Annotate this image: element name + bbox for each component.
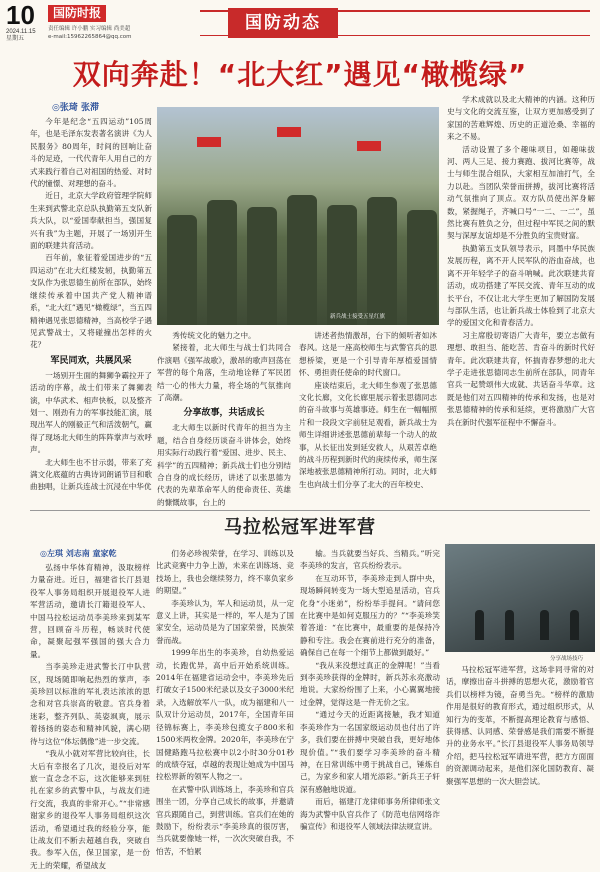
article2-column-4 — [446, 664, 594, 832]
paragraph: 座谈结束后，北大师生参观了张思德文化长廊，文化长廊里展示着张思德同志的奋斗故事与英雄事迹。师生在一幅幅照片和一段段文字前驻足观看，新兵战士为师生详细讲述张思德前辈每一个动人的故事，从长征出发到延安救人，从艰苦卓绝的战斗历程到新时代的庚续传承，师生深深地被张思德精神所打动。同时，北大师生也向战士们分享了北大的百年校史、 — [299, 380, 437, 489]
article2-photo-caption: 分享战场技巧 — [550, 656, 584, 662]
article1-column-4 — [447, 94, 595, 506]
page-number: 10 — [6, 0, 35, 30]
paragraph: 北大师生以新时代青年的担当为主题，结合自身经历谈奋斗讲体会，始终用实际行动践行着“爱国、进步、民主、科学”的五四精神；新兵战士们也分别结合自身的成长经历，讲述了以张思德为代表的先辈革命军人的使命责任、英雄的慷慨故事，台上的 — [157, 423, 291, 507]
paragraph: 而后，福建汀龙律师事务所律师张文海为武警中队官兵作了《防范电信网络诈骗宣传》和退役军人领域法律法规宣讲。 — [300, 797, 440, 831]
runner-figure — [505, 610, 514, 640]
paragraph: 弘扬中华体育精神，汲取榜样力量奋进。近日，福建省长汀县退役军人事务局组织开展退役军人进军营活动，邀请长汀籍退役军人、中国马拉松运动员李美珍来到某军营，回顾奋斗历程，畅谈时代使命，凝聚起强军强国的强大合力量。 — [30, 563, 150, 659]
article1-subheading-2: 分享故事，共话成长 — [183, 408, 265, 419]
masthead — [0, 0, 600, 44]
editors-names: 责任编辑 许小鹏 实习编辑 尚美超 — [48, 26, 131, 32]
editors-info — [48, 25, 131, 41]
article1-column-3 — [299, 330, 437, 506]
article1-photo-caption: 新兵战士接受五星红旗 — [330, 314, 386, 320]
article1-subheading-1: 军民同欢，共展风采 — [50, 355, 132, 366]
paragraph: “我从小就对军营比较向往，长大后有幸报名了几次，退役后对军旅一直念念不忘，这次能够来到驻扎在家乡的武警中队，与战友们进行交流，我真的非常开心。”“非常感谢家乡的退役军人事务局组织这次活动，希望通过我的经验分享，能让战友们不断去超越自我，突破自我。参军入伍，保卫国家，是一份无上的荣耀，希望战友 — [30, 749, 150, 870]
paragraph: 讲述者热情激昂，台下的倾听者如沐春风。这是一座高校师生与武警官兵的思想桥梁，更是一个引导青年厚植爱国情怀、勇担责任使命的时代窗口。 — [299, 331, 437, 378]
article2-byline: ◎左琪 刘志南 童家乾 — [40, 549, 117, 558]
paragraph: 当李美珍走进武警长汀中队营区，现场随即响起热烈的掌声，李美珍回以标准的军礼表达浓浓的思念和对官兵崇高的敬意。官兵身着迷彩，整齐列队、英姿飒爽，展示着扬扬的姿态和精神风貌，满心期待与这位“体坛偶像”进一步交流。 — [30, 662, 150, 746]
article2-column-1 — [30, 562, 150, 870]
article1-byline: ◎张琦 张滞 — [52, 103, 99, 113]
paragraph: 紧接着，北大师生与战士们共同合作演唱《强军战歌》，激昂的歌声回荡在军营的每个角落，生动地诠释了军民团结一心的伟大力量，将全场的气氛推向了高潮。 — [157, 343, 291, 403]
runner-figure — [540, 610, 549, 640]
paragraph: “通过今天的近距离接触，我才知道李美珍作为一名国家级运动员也付出了许多，我们要在拼搏中突破自我，更好地体现价值。”“我们要学习李美珍的奋斗精神，在日常训练中勇于挑战自己，锤炼自己，为家乡和家人增光添彩。”新兵王子轩深有感触地说道。 — [300, 710, 440, 794]
paragraph: 北大师生也不甘示弱，带来了充满文化底蕴的古典诗词朗诵节目和歌曲独唱，让新兵连战士沉浸在中华优 — [30, 457, 152, 492]
paragraph: 习主席殷切寄语广大青年，要立志做有理想、敢担当、能吃苦、肯奋斗的新时代好青年。此次联建共育，怀揣青春梦想的北大学子走进张思德同志生前所在部队，同青年官兵一起赞颂伟大成就、共话奋斗华章。这既是他们对五四精神的传承和发扬，也是对张思德精神的传承和延续，更将激励广大官兵在新时代强军征程中不懈奋斗。 — [447, 330, 595, 427]
paragraph: “我从来没想过真正的金牌呢！”当看到李美珍获得的金牌时，新兵苏永亮激动地说。大家纷纷围了上来，小心翼翼地接过金牌，觉得这是一件无价之宝。 — [300, 660, 440, 707]
paragraph: 执勤第五支队领导表示，同墨中华民族发展历程，离不开人民军队的浴血奋战，也离不开年轻学子的奋斗呐喊。此次联建共育活动，成功搭建了军民交流、青年互动的成长平台，不仅让北大学生更加了解国防发展与部队生活，也让新兵战士体验到了北京大学的爱国文化和青春活力。 — [447, 243, 595, 328]
soldier-figure — [367, 197, 397, 325]
article2-photo — [445, 544, 595, 652]
paragraph: 活动设置了多个趣味项目，如趣味拔河、两人三足、接力赛跑、拔河比赛等，战士与师生混合组队，大家相互加油打气，全力以赴。当团队荣誉而拼搏，拔河比赛将活动气氛推向了顶点。双方队员使出浑身解数，紧握绳子，齐喊口号“一二、一二”，虽然比赛有胜负之分，但过程中军民之间的默契与深厚友谊却是不分胜负的宝贵财富。 — [447, 144, 595, 241]
soldier-figure — [207, 200, 237, 325]
editors-email: e-mail:15962265864@qq.com — [48, 34, 132, 40]
soldier-figure — [287, 195, 317, 325]
paragraph: 在互动环节，李美珍走到人群中央，现场瞬间转变为一场大型追星活动，官兵化身“小迷弟”，纷纷举手提问。“请问您在比赛中是如何克服压力的？”“李美珍笑着答道：“在比赛中，最重要的是保持冷静和专注。我会在赛前进行充分的准备，确保自己在每一个细节上都做到最好。” — [300, 573, 440, 658]
paragraph: 百年前，象征着爱国进步的“五四运动”在北大红楼发轫，执勤第五支队作为张思德生前所在部队，始终继续传承着中国共产党人精神谱系，“北大红”遇见“橄榄绿”，当五四精神遇见张思德精神，当高校学子遇见武警战士，又将碰撞出怎样的火花？ — [30, 253, 152, 350]
article1-column-2 — [157, 330, 291, 506]
paragraph: 今年是纪念“五四运动”105周年，也是毛泽东发表著名演讲《为人民服务》80周年，时间的回响让奋斗的足迹，一代代青年人用自己的方式来践行着自己对祖国的热爱、对时代的憧憬、对理想的奋斗。 — [30, 117, 152, 189]
paragraph: 输。当兵就要当好兵、当精兵。”听完李美珍的发言，官兵纷纷表示。 — [300, 549, 440, 571]
soldier-figure — [407, 210, 437, 325]
article1-headline: 双向奔赴！“北大红”遇见“橄榄绿” — [72, 58, 528, 91]
runner-figure — [570, 610, 579, 640]
soldier-figure — [247, 207, 277, 325]
newspaper-logo: 国防时报 — [48, 5, 106, 22]
soldier-figure — [167, 215, 197, 325]
runner-figure — [475, 610, 484, 640]
paragraph: 们务必珍视荣誉，在学习、训练以及比武竞赛中力争上游，未来在训练场、竞技场上，我也会继续努力，终不辜负家乡的期望。” — [156, 549, 294, 596]
article2-column-3 — [300, 548, 440, 832]
flag-icon — [197, 137, 221, 147]
date-line — [6, 29, 36, 43]
flag-icon — [277, 127, 301, 137]
paragraph: 一场别开生面的舞狮争霸拉开了活动的序幕，战士们带来了舞狮表演，中华武术、相声快板，以及整齐划一、刚劲有力的军事技能汇演，展现出军人的刚毅正气和活泼朝气，赢得了现场北大师生的阵阵掌声与欢呼声。 — [30, 370, 152, 455]
issue-date: 2024.11.15 — [6, 29, 36, 35]
article-divider — [30, 510, 590, 511]
soldier-figure — [327, 205, 357, 325]
paragraph: 秀传统文化的魅力之中。 — [172, 331, 256, 340]
article2-headline: 马拉松冠军进军营 — [224, 517, 376, 538]
article1-photo — [157, 107, 439, 325]
paragraph: 马拉松冠军进军营，这场非同寻常的对话，摩擦出奋斗拼搏的思想火花，激励着官兵们以榜样为镜，奋勇当先。“榜样的激励作用是很好的教育形式，通过组织形式，从知行为的变革，不断提高理论教育与感悟、获得感、认同感、荣誉感是我们需要不断提升的业务水平。”长汀县退役军人事务局领导介绍，把马拉松冠军请进军营，把方方面面的资源调动起来，是他们深化国防教育、凝聚强军思想的一次大胆尝试。 — [446, 665, 594, 786]
paragraph: 1999年出生的李美珍，自幼热爱运动，长跑优异，高中后开始系统训练。2014年在福建省运动会中，李美珍先后打破女子1500米纪录以及女子3000米纪录，入选解放军八一队，成为福建和八一队双计分运动员，2017年，全国青年田径锦标赛上，李美珍包揽女子800米和1500米两枚金牌。2020年，李美珍在宁国健路跑马拉松赛中以2小时30分01秒的成绩夺冠，卓越的表现让她成为中国马拉松界新的领军人物之一。 — [156, 648, 294, 782]
flag-icon — [357, 141, 381, 151]
paragraph: 李美珍认为，军人和运动员，从一定意义上讲，其实是一样的，军人是为了国家安全，运动员是为了国家荣誉，民族荣誉而战。 — [156, 598, 294, 645]
paragraph: 近日，北京大学政府管理学院师生来到武警北京总队执勤第五支队新兵大队，以“爱国奉献担当，强国复兴有我”为主题，开展了一场別开生面的联建共育活动。 — [30, 191, 152, 251]
article1-column-1 — [30, 116, 152, 504]
issue-weekday: 星期五 — [6, 36, 25, 42]
paragraph: 在武警中队训练场上，李美珍和官兵围坐一团，分享自己成长的故事，并邀请官兵跟随自己，到营训练。官兵们在她的鼓励下，纷纷表示“李美珍真的很厉害，当兵就要像她一样，一次次突破自我，不怕苦，不怕累 — [156, 784, 294, 856]
paragraph: 学术成就以及北大精神的内涵。这种历史与文化的交流互鉴，让双方更加感受到了家国的苦难辉煌、历史的正道沧桑、幸福的来之不易。 — [447, 95, 595, 142]
section-title: 国防动态 — [228, 8, 338, 38]
article2-column-2 — [156, 548, 294, 856]
